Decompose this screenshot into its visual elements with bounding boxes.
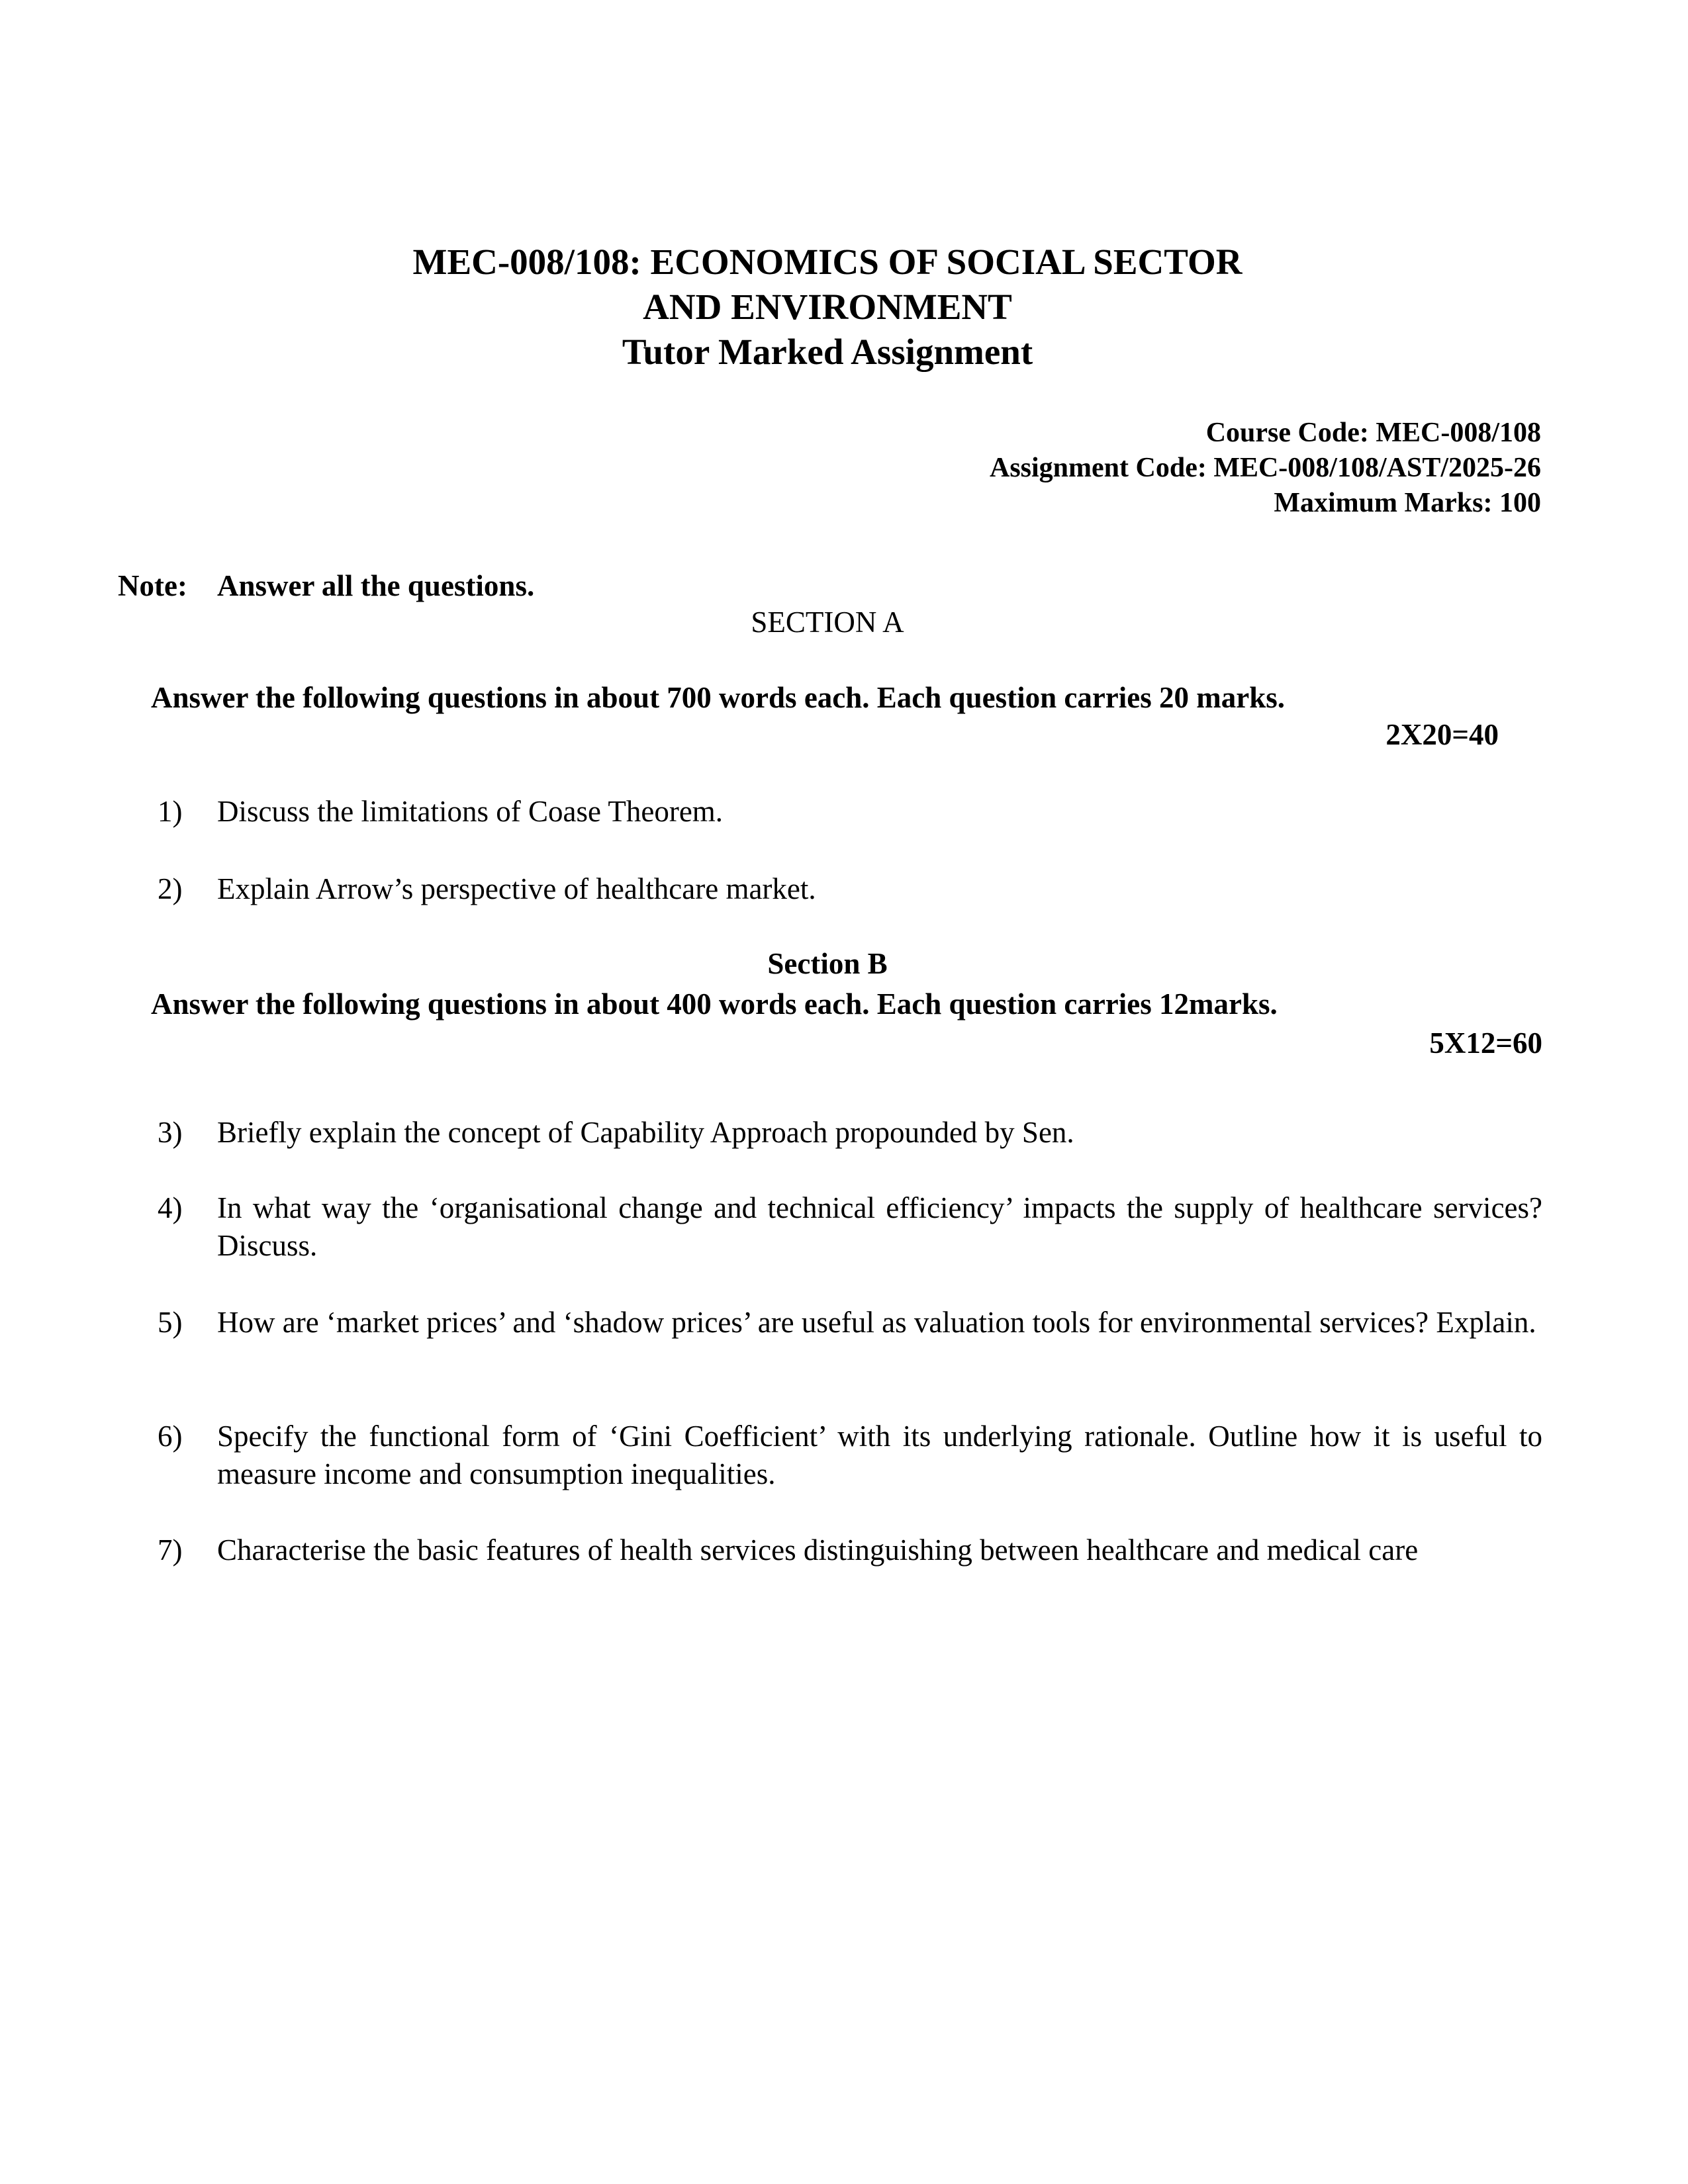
assignment-meta xyxy=(990,416,1541,521)
note-label: Note: xyxy=(118,569,187,602)
question-number: 7) xyxy=(158,1533,183,1567)
question-text: Specify the functional form of ‘Gini Coefficient’ with its underlying rationale. Outline how it is useful to measure income and consumption inequalities. xyxy=(217,1420,1542,1490)
question-number: 2) xyxy=(158,872,183,905)
question-text: How are ‘market prices’ and ‘shadow prices’ are useful as valuation tools for environmental services? Explain. xyxy=(217,1306,1536,1339)
question-1 xyxy=(158,793,1542,831)
question-2 xyxy=(158,870,1542,908)
question-3 xyxy=(158,1114,1542,1152)
question-text: Discuss the limitations of Coase Theorem. xyxy=(217,795,724,828)
question-5 xyxy=(158,1304,1542,1342)
question-number: 1) xyxy=(158,795,183,828)
section-b-heading: Section B xyxy=(767,947,888,980)
question-text: Characterise the basic features of health services distinguishing between healthcare and medical care xyxy=(217,1533,1419,1567)
question-number: 4) xyxy=(158,1191,183,1224)
section-b-instruction: Answer the following questions in about 400 words each. Each question carries 12marks. xyxy=(151,987,1278,1021)
section-a-instruction: Answer the following questions in about 700 words each. Each question carries 20 marks. xyxy=(151,681,1286,714)
note xyxy=(118,568,534,604)
section-a-marks: 2X20=40 xyxy=(1385,718,1499,751)
title-line-2: AND ENVIRONMENT xyxy=(643,287,1012,327)
question-number: 3) xyxy=(158,1116,183,1149)
maximum-marks: Maximum Marks: 100 xyxy=(1274,488,1541,518)
question-7 xyxy=(158,1531,1542,1569)
note-text: Answer all the questions. xyxy=(217,569,535,602)
assignment-code: Assignment Code: MEC-008/108/AST/2025-26 xyxy=(989,453,1541,483)
question-text: In what way the ‘organisational change and technical efficiency’ impacts the supply of healthcare services? Discuss. xyxy=(217,1191,1542,1262)
title-line-3: Tutor Marked Assignment xyxy=(622,332,1033,372)
section-b-marks: 5X12=60 xyxy=(1429,1026,1542,1060)
question-text: Briefly explain the concept of Capability Approach propounded by Sen. xyxy=(217,1116,1074,1149)
section-a-heading: SECTION A xyxy=(751,606,904,639)
question-4 xyxy=(158,1189,1542,1265)
question-text: Explain Arrow’s perspective of healthcare market. xyxy=(217,872,816,905)
course-code: Course Code: MEC-008/108 xyxy=(1205,418,1541,448)
question-number: 5) xyxy=(158,1306,183,1339)
title-line-1: MEC-008/108: ECONOMICS OF SOCIAL SECTOR xyxy=(412,242,1243,282)
question-6 xyxy=(158,1418,1542,1493)
document-title xyxy=(0,240,1655,375)
question-number: 6) xyxy=(158,1420,183,1453)
